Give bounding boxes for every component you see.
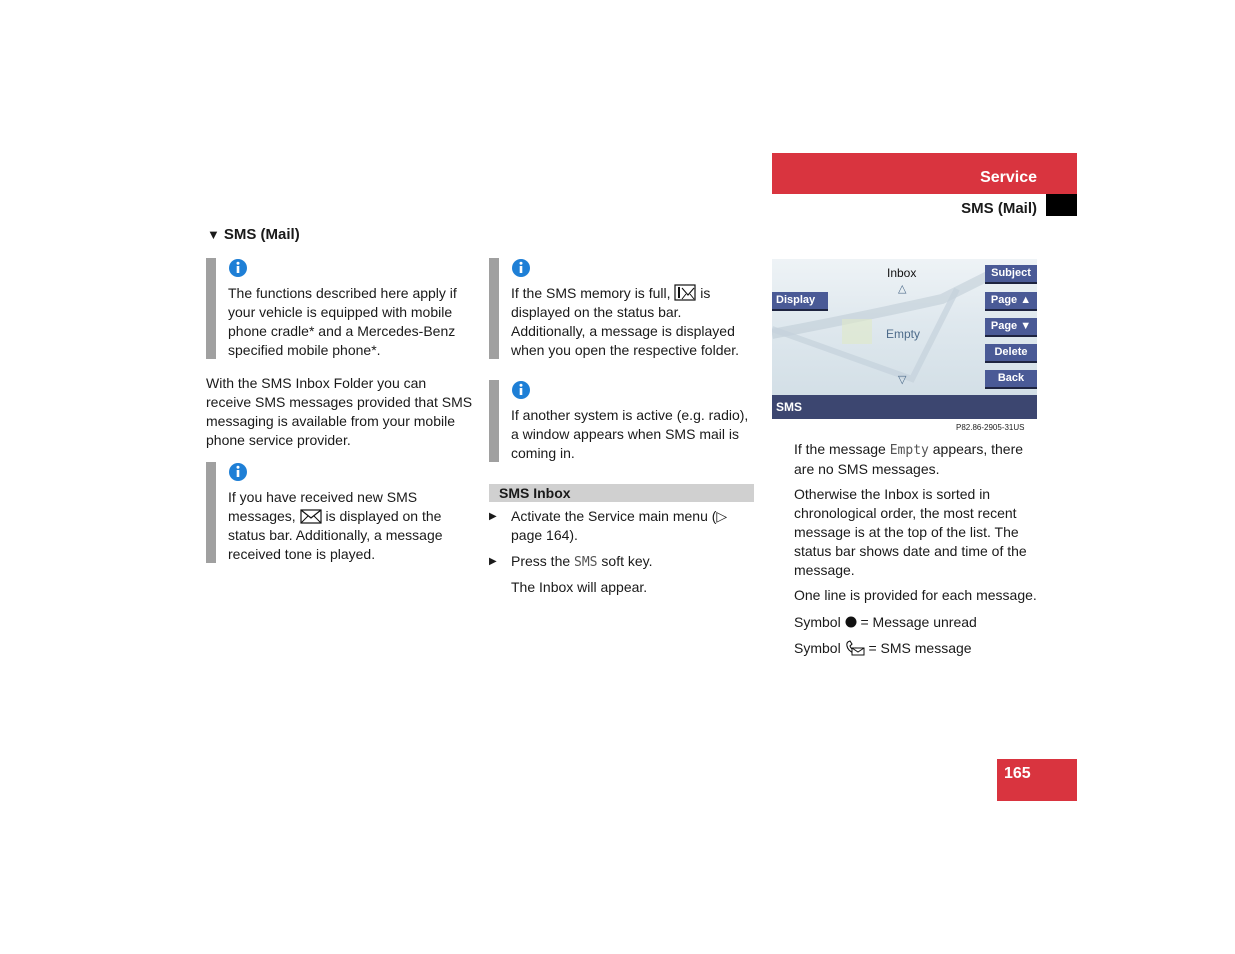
right-paragraph: Otherwise the Inbox is sorted in chronological order, the most recent message is at the top of the list. The status bar shows date and time of the message. — [794, 486, 1027, 578]
figure-caption: P82.86-2905-31US — [956, 423, 1025, 432]
text-before: Symbol — [794, 640, 841, 656]
info-icon — [228, 258, 248, 278]
inline-code: Empty — [889, 443, 929, 458]
text-after: appears, there are no SMS messages. — [794, 441, 1024, 477]
screen-status-label: SMS — [776, 400, 803, 414]
note-text-after: is displayed on the status bar. Additionally, a message received tone is played. — [228, 508, 443, 562]
note-text-before: If you have received new SMS messages, — [228, 489, 418, 524]
unread-dot-icon — [845, 616, 857, 628]
screen-status-bar — [772, 395, 1037, 419]
subsection-title: SMS (Mail) — [961, 200, 1037, 217]
memory-full-icon — [674, 284, 696, 301]
softkey-label: SMS — [574, 555, 598, 570]
bullet-arrow-icon: ▶ — [489, 556, 497, 567]
text-before: Symbol — [794, 614, 841, 630]
screen-title: Inbox — [887, 266, 917, 280]
scroll-up-icon: △ — [898, 283, 907, 295]
step-text — [511, 552, 751, 572]
main-heading — [207, 226, 300, 243]
section-heading-sms-inbox — [489, 484, 754, 502]
right-paragraph: One line is provided for each message. — [794, 587, 1037, 603]
note-text-before: If the SMS memory is full, — [511, 285, 671, 301]
instruction-step — [489, 507, 749, 545]
softkey-back[interactable]: Back — [985, 370, 1037, 389]
scroll-down-icon: ▽ — [898, 374, 907, 386]
note-text: If another system is active (e.g. radio), a window appears when SMS mail is coming in. — [511, 407, 749, 461]
note-text: The functions described here apply if your vehicle is equipped with mobile phone cradle* and a Mercedes-Benz specified mobile phone*. — [228, 285, 457, 358]
step-result: The Inbox will appear. — [511, 579, 648, 595]
text-before: If the message — [794, 441, 886, 457]
right-paragraph — [794, 440, 1039, 479]
page-number-box — [997, 759, 1077, 801]
step-text-after: soft key. — [601, 553, 653, 569]
heading-text: SMS (Mail) — [223, 226, 300, 243]
sms-message-icon — [845, 640, 865, 656]
section-tab — [772, 153, 1077, 194]
softkey-page-down[interactable]: Page ▼ — [985, 318, 1037, 337]
step-text-before: Press the — [511, 553, 571, 569]
softkey-page-up[interactable]: Page ▲ — [985, 292, 1037, 311]
triangle-down-icon: ▼ — [207, 227, 220, 242]
info-note — [489, 258, 751, 359]
text-after: = SMS message — [868, 640, 972, 656]
info-icon — [228, 462, 248, 482]
envelope-icon — [300, 509, 322, 524]
screen-display — [772, 259, 1037, 419]
softkey-display[interactable]: Display — [772, 292, 828, 311]
intro-paragraph: With the SMS Inbox Folder you can receive SMS messages provided that SMS messaging is available from your mobile phone service provider. — [206, 375, 473, 448]
softkey-subject[interactable]: Subject — [985, 265, 1037, 284]
right-paragraph — [794, 639, 1039, 658]
info-icon — [511, 380, 531, 400]
section-heading-text: SMS Inbox — [499, 485, 571, 501]
info-note — [489, 380, 751, 462]
note-text-after: is displayed on the status bar. Additionally, a message is displayed when you open the respective folder. — [511, 285, 740, 358]
bullet-arrow-icon: ▶ — [489, 511, 497, 522]
note-bar — [489, 380, 499, 462]
info-note — [206, 462, 468, 563]
right-paragraph — [794, 613, 1039, 632]
screen-empty-label: Empty — [886, 327, 921, 341]
note-text — [511, 284, 751, 360]
softkey-delete[interactable]: Delete — [985, 344, 1037, 363]
instruction-step — [489, 552, 749, 571]
note-text — [228, 488, 468, 564]
tab-marker — [1046, 194, 1077, 216]
info-icon — [511, 258, 531, 278]
section-title: Service — [980, 169, 1037, 186]
note-bar — [206, 258, 216, 359]
step-text: Activate the Service main menu (▷ page 164). — [511, 508, 728, 543]
info-note — [206, 258, 468, 359]
note-bar — [206, 462, 216, 563]
page-number: 165 — [1004, 765, 1031, 782]
note-bar — [489, 258, 499, 359]
text-after: = Message unread — [860, 614, 977, 630]
